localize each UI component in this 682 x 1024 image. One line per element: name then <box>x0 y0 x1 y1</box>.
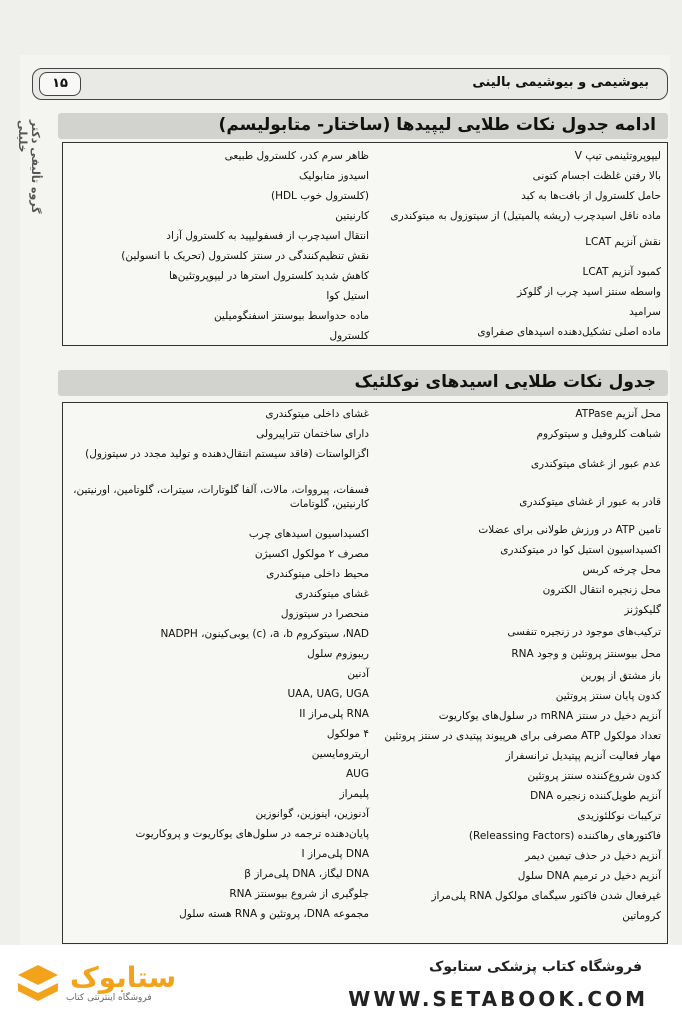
table-cell: مهار فعالیت آنزیم پپتیدیل ترانسفراز <box>505 750 661 762</box>
table-cell: AUG <box>345 768 369 780</box>
table-cell: لیپوپروتئینمی تیپ V <box>574 150 661 162</box>
table-cell: DNA لیگاز، DNA پلی‌مراز β <box>244 868 369 880</box>
table-cell: محل بیوسنتز پروتئین و وجود RNA <box>511 648 661 660</box>
table-cell: DNA پلی‌مراز I <box>301 848 369 860</box>
table-cell: ترکیب‌های موجود در زنجیره تنفسی <box>507 626 661 638</box>
table-cell: ۴ مولکول <box>326 728 369 740</box>
table-cell: کدون شروع‌کننده سنتز پروتئین <box>527 770 661 782</box>
table-cell: تامین ATP در ورزش طولانی برای عضلات <box>478 524 661 536</box>
table-cell: فاکتورهای رهاکننده (Releassing Factors) <box>468 830 661 842</box>
lipids-section-title: ادامه جدول نکات طلایی لیپیدها (ساختار- متابولیسم) <box>58 113 668 139</box>
table-cell: تعداد مولکول ATP مصرفی برای هرپیوند پپتیدی در سنتز پروتئین <box>384 730 661 742</box>
page-header <box>32 68 668 100</box>
nucleic-section-title: جدول نکات طلایی اسیدهای نوکلئیک <box>58 370 668 396</box>
table-cell: محل آنزیم ATPase <box>575 408 661 420</box>
nucleic-table <box>62 402 668 944</box>
table-cell: کلسترول <box>329 330 369 342</box>
table-cell: نقش آنزیم LCAT <box>585 236 661 248</box>
table-cell: باز مشتق از پورین <box>580 670 661 682</box>
table-cell: آدنین <box>347 668 369 680</box>
setabook-logo[interactable] <box>14 959 224 1011</box>
table-cell: شباهت کلروفیل و سیتوکروم <box>536 428 661 440</box>
table-cell: واسطه سنتز اسید چرب از گلوکز <box>517 286 661 298</box>
table-cell: محل چرخه کربس <box>582 564 661 576</box>
table-cell: محل زنجیره انتقال الکترون <box>542 584 661 596</box>
setabook-logo-icon <box>14 961 62 1009</box>
table-cell: پایان‌دهنده ترجمه در سلول‌های یوکاریوت و پروکاریوت <box>135 828 369 840</box>
table-cell: ماده حدواسط بیوسنتز اسفنگومیلین <box>213 310 369 322</box>
table-cell: ریبوزوم سلول <box>307 648 369 660</box>
table-cell: نقش تنظیم‌کنندگی در سنتز کلسترول (تحریک با انسولین) <box>121 250 369 262</box>
table-cell: دارای ساختمان تتراپیرولی <box>256 428 369 440</box>
nucleic-left-column <box>69 403 369 943</box>
table-cell: آنزیم دخیل در سنتز mRNA در سلول‌های یوکاریوت <box>438 710 661 722</box>
table-cell: کدون پایان سنتز پروتئین <box>555 690 661 702</box>
table-cell: انتقال اسیدچرب از فسفولیپید به کلسترول آزاد <box>166 230 369 242</box>
table-cell: آنزیم طویل‌کننده زنجیره DNA <box>530 790 661 802</box>
table-cell: غشای میتوکندری <box>295 588 369 600</box>
table-cell: منحصرا در سیتوزول <box>280 608 369 620</box>
lipids-table <box>62 142 668 346</box>
table-cell: اکسیداسیون استیل کوا در میتوکندری <box>500 544 661 556</box>
table-cell: ماده ناقل اسیدچرب (ریشه پالمیتیل) از سیتوزول به میتوکندری <box>390 210 661 222</box>
table-cell: سرامید <box>629 306 661 318</box>
table-cell: کاهش شدید کلسترول استرها در لیپوپروتئین‌ها <box>169 270 369 282</box>
table-cell: آنزیم دخیل در ترمیم DNA سلول <box>517 870 661 882</box>
table-cell: حامل کلسترول از بافت‌ها به کبد <box>521 190 661 202</box>
table-cell: کارنیتین <box>335 210 369 222</box>
table-cell: قادر به عبور از غشای میتوکندری <box>519 496 661 508</box>
table-cell: استیل کوا <box>326 290 369 302</box>
table-cell: غشای داخلی میتوکندری <box>265 408 369 420</box>
table-cell: کمبود آنزیم LCAT <box>582 266 661 278</box>
logo-text: ستابوک <box>70 961 177 994</box>
table-cell: NAD، سیتوکروم c) ،a ،b) یوبی‌کینون، NADPH <box>160 628 369 640</box>
table-cell: اگزالواستات (فاقد سیستم انتقال‌دهنده و تولید مجدد در سیتوزول) <box>85 448 369 460</box>
table-cell: ماده اصلی تشکیل‌دهنده اسیدهای صفراوی <box>477 326 661 338</box>
table-cell: RNA پلی‌مراز II <box>299 708 369 720</box>
table-cell: محیط داخلی میتوکندری <box>266 568 369 580</box>
table-cell: کروماتین <box>622 910 661 922</box>
table-cell: ترکیبات نوکلئوزیدی <box>577 810 661 822</box>
table-cell: گلیکوژنز <box>624 604 661 616</box>
footer-banner <box>0 945 682 1024</box>
table-cell: فسفات، پیرووات، مالات، آلفا گلوتارات، سیترات، گلوتامین، اورنیتین، کارنیتین، گلوتامات <box>73 484 369 510</box>
chapter-title: بیوشیمی و بیوشیمی بالینی <box>472 75 649 90</box>
shop-url[interactable]: WWW.SETABOOK.COM <box>348 987 648 1011</box>
table-cell: (کلسترول خوب HDL) <box>270 190 369 202</box>
table-cell: مصرف ۲ مولکول اکسیژن <box>254 548 369 560</box>
lipids-left-column <box>69 143 369 345</box>
table-cell: غیرفعال شدن فاکتور سیگمای مولکول RNA پلی‌مراز <box>431 890 661 902</box>
table-cell: UAA, UAG, UGA <box>287 688 369 700</box>
table-cell: عدم عبور از غشای میتوکندری <box>530 458 661 470</box>
table-cell: مجموعه DNA، پروتئین و RNA هسته سلول <box>179 908 369 920</box>
table-cell: پلیمراز <box>339 788 369 800</box>
table-cell: اسیدوز متابولیک <box>299 170 369 182</box>
side-author-text: گروه تألیفی دکتر خلیلی <box>16 120 42 214</box>
nucleic-right-column <box>361 403 661 943</box>
table-cell: آنزیم دخیل در حذف تیمین دیمر <box>525 850 661 862</box>
table-cell: اریترومایسین <box>311 748 369 760</box>
table-cell: جلوگیری از شروع بیوسنتز RNA <box>229 888 369 900</box>
table-cell: اکسیداسیون اسیدهای چرب <box>248 528 369 540</box>
lipids-right-column <box>361 143 661 345</box>
shop-name: فروشگاه کتاب پزشکی ستابوک <box>429 959 642 975</box>
logo-subtext: فروشگاه اینترنتی کتاب <box>66 993 152 1003</box>
table-cell: ظاهر سرم کدر، کلسترول طبیعی <box>224 150 369 162</box>
table-cell: بالا رفتن غلظت اجسام کتونی <box>532 170 661 182</box>
page-number: ۱۵ <box>39 72 81 96</box>
table-cell: آدنوزین، اینوزین، گوانوزین <box>255 808 369 820</box>
